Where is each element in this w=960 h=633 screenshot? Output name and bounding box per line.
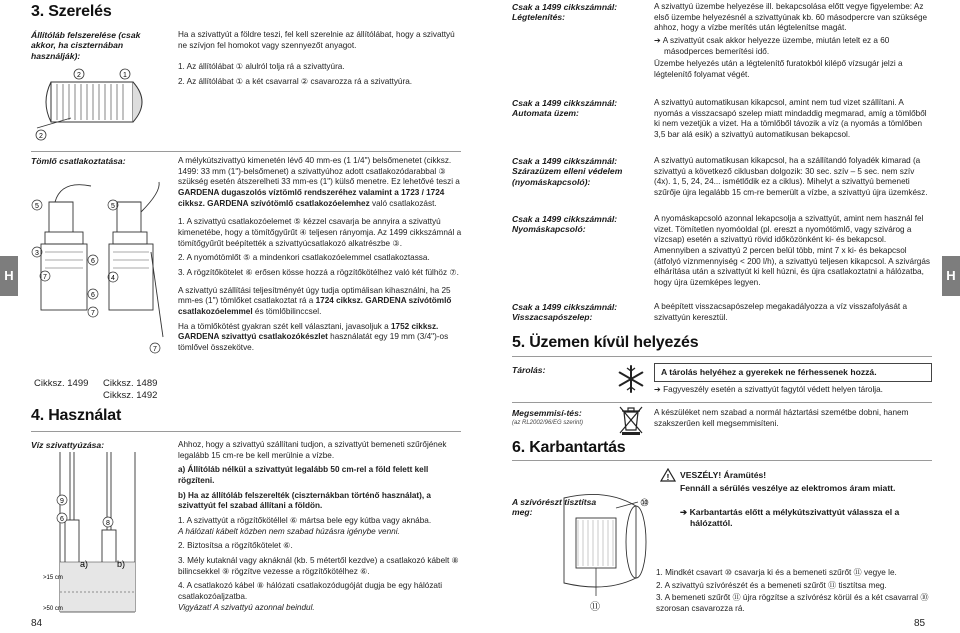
hose-text [178,156,463,358]
clean-steps [656,568,934,615]
fig-50cm: >50 cm [43,606,63,612]
wall-step-1: 1. Az állítólábat ① alulról tolja rá a szivattyúra. [178,62,345,71]
warn-line1: Fennáll a sérülés veszélye az elektromos áram miatt. [680,483,896,493]
store-box: A tárolás helyéhez a gyerekek ne férhessenek hozzá. [654,363,932,382]
pump-step-3: 3. Mély kutaknál vagy aknáknál (kb. 5 métertől kezdve) a csatlakozó kábelt ⑧ bilincsekkel ⑨ rögzítve vezesse a rögzítőkötélhez ⑥. [178,555,459,576]
divider [31,431,461,432]
auto-label: Csak a 1499 cikkszámnál: Automata üzem: [512,98,618,119]
pump-step-2: 2. Biztosítsa a rögzítőkötelet ⑥. [178,541,293,551]
hose-note [178,286,463,318]
pump-step-1 [178,516,463,537]
auto-text: A szivattyú automatikusan kikapcsol, amint nem tud vizet szállítani. A nyomás a visszacsapó szelep miatt mindaddig megmarad, amíg a tömlőből ki nem vezetjük a vizet. Ha a tömlőből távozik a víz (a nyomás a tömlőben 3,5 bar alá esik) a szivattyú automatikusan bekapcsol. [654,98,927,139]
pump-intro: Ahhoz, hogy a szivattyú szállítani tudjon, a szivattyút bemeneti szűrőjének legalább 15 cm-re be kell merülnie a vízbe. [178,440,447,460]
svg-text:2: 2 [77,72,81,79]
mounting-foot-figure [31,62,161,152]
fig-10-label: ⑩ [640,498,649,509]
divider [512,356,932,357]
fig-15cm: >15 cm [43,575,63,581]
hose-note2-p1: Ha a tömlőkötést gyakran szét kell választani, javasoljuk a [178,321,391,331]
press-text: A nyomáskapcsoló azonnal lekapcsolja a szivattyút, amint nem használ fel vizet. Tömítetlen nyomóoldal (pl. ereszt a nyomótömlő, vagy szivárog a vízcsap) esetén a szivattyú rövid időközönként ki- és bekapcsol. Amennyiben a szivattyú 2 percen belül több, mint 7 x ki- és bekapcsol (átfolyó víznmennyiség < 200 l/h), a szivattyú teljesen kikapcsol. A szivárgás elhárítása után a szivattyút ki kell húzni, és újra csatlakoztatni a hálózatba, hogy újra üzemképes legyen. [654,214,931,287]
svg-text:6: 6 [91,258,95,265]
hose-intro [178,156,463,209]
svg-text:5: 5 [111,203,115,210]
arrow-icon: ➔ [680,507,690,517]
pump-label: Víz szivattyúzása: [31,440,105,450]
caption-1499: Cikksz. 1499 [34,378,89,389]
fig-b-label: b) [117,559,126,569]
pump-step-1-text: 1. A szivattyút a rögzítőkötéllel ⑥ mártsa bele egy kútba vagy aknába. [178,515,432,525]
side-tab-left: H [0,256,18,296]
pump-text [178,440,463,617]
hose-step-1: 1. A szivattyú csatlakozóelemet ⑤ kézzel csavarja be annyira a szivattyú kimenetébe, hogy a tömítőgyűrűt ④ teljesen rányomja. Az 1499 cikkszámnál a tömítőgyűrűt beépítették a szivattyúcsatlakozó alkatrészbe ③. [178,217,462,248]
warning-triangle-icon [660,468,676,482]
svg-text:7: 7 [91,310,95,317]
inlet-filter-figure [556,468,656,618]
pumping-figure [40,452,170,622]
section4-title: 4. Használat [31,407,122,424]
svg-text:5: 5 [35,203,39,210]
svg-text:8: 8 [106,520,110,527]
pump-b: b) Ha az állítóláb felszerelték (ciszternákban történő használat), a szivattyút fel szabad állítani a földön. [178,490,431,511]
first-text2: Üzembe helyezés után a légtelenítő furatokból kilépő vízsugár jelzi a légtelenítő folyamat végét. [654,59,903,79]
pump-a: a) Állítóláb nélkül a szivattyút legalább 50 cm-rel a föld felett kell rögzíteni. [178,465,429,485]
side-tab-right: H [942,256,960,296]
back-text: A beépített visszacsapószelep megakadályozza a víz visszafolyását a szivattyún keresztül. [654,302,908,322]
arrow-icon: ➔ [654,35,663,45]
warn-title: VESZÉLY! Áramütés! [680,470,767,480]
first-section [654,2,932,81]
hose-note2-bold: 1752 cikksz. GARDENA szivattyú csatlakozókészlet [178,321,439,342]
back-label: Csak a 1499 cikkszámnál: Visszacsapószelep: [512,302,618,323]
hose-intro-bold: GARDENA dugaszolós víztömlő rendszeréhez valamint a 1723 / 1724 cikksz. GARDENA szívótömlő csatlakozóelemhez [178,187,445,208]
dispose-sub: (az RL2002/96/EG szerint) [512,420,584,426]
fig-11-label: ⑪ [590,602,600,613]
wall-label: Állítóláb felszerelése (csak akkor, ha ciszternában használják): [31,30,141,61]
warn-arrow-text: Karbantartás előtt a mélykútszivattyút válassza el a hálózattól. [689,507,900,529]
section6-title: 6. Karbantartás [512,439,626,456]
snowflake-icon [616,364,646,394]
first-arrow-item [654,36,932,57]
svg-text:4: 4 [111,275,115,282]
store-arrow-text: Fagyveszély esetén a szivattyút fagytól védett helyen tárolja. [663,385,883,394]
hose-note-p1: A szivattyú szállítási teljesítményét úgy tudja optimálisan kihasználni, ha 25 mm-es (1") tömlőket csatlakoztat rá a [178,285,451,306]
clean-step-3: 3. A bemeneti szűrőt ⑪ újra rögzítse a szívórész körül és a két csavarral ⑩ szorosan csavarozza rá. [656,593,929,613]
hose-intro-p2: való csatlakozást. [369,198,437,208]
pump-step-1-italic: A hálózati kábelt közben nem szabad húzásra igénybe venni. [178,526,400,536]
crossed-bin-icon [618,404,644,436]
svg-text:7: 7 [43,274,47,281]
page-number-left: 84 [31,618,43,629]
warn-arrow-item [680,507,928,529]
clean-step-2: 2. A szivattyú szívórészét és a bemeneti szűrőt ⑪ tisztítsa meg. [656,580,887,590]
pump-step-4-italic: Vigyázat! A szivattyú azonnal beindul. [178,602,315,612]
section5-title: 5. Üzemen kívül helyezés [512,334,699,351]
dry-text: A szivattyú automatikusan kikapcsol, ha a szállítandó folyadék kimarad (a szivattyú a következő ciklusban dolgozik: 30 sec. szív – 5 sec. nem szív (4x). 1, 5, 24, 24... ismétlődik ez a ciklus). Mihelyt a szivattyú bemeneti szűrője újra legalább 15 cm-re bemerült a vízbe, a szivattyú újra üzemkész. [654,156,928,197]
wall-step-2: 2. Az állítólábat ① a két csavarral ② csavarozza rá a szivattyúra. [178,76,413,86]
clean-label: A szívórészt tisztítsa meg: [512,497,597,518]
wall-steps [178,62,456,91]
svg-text:7: 7 [153,346,157,353]
page-number-right: 85 [914,618,926,629]
hose-note-p2: és tömlőbilinccsel. [252,306,322,316]
caption-1489: Cikksz. 1489 [103,378,158,389]
hose-step-3: 3. A rögzítőkötelet ⑥ erősen kösse hozzá a rögzítőkötélhez való két fülhöz ⑦. [178,267,459,277]
hose-connection-figure [31,172,171,372]
hose-label: Tömlő csatlakoztatása: [31,156,126,166]
dispose-label: Megsemmisí-tés: [512,408,582,418]
svg-text:6: 6 [60,516,64,523]
first-text: A szivattyú üzembe helyezése ill. bekapcsolása előtt vegye figyelembe: Az első üzembe helyezésnél a szivattyúnak kb. 60 másodpercre van szüksége ahhoz, hogy a vízbe merítés után légtelenítse magát. [654,2,928,33]
divider [512,460,932,461]
wall-intro: Ha a szivattyút a földre teszi, fel kell szerelnie az állítólábat, hogy a szivattyú ne szívjon fel homokot vagy szennyezőt anyagot. [178,30,455,50]
divider [31,151,461,152]
svg-text:1: 1 [123,72,127,79]
svg-text:6: 6 [91,292,95,299]
arrow-icon: ➔ [654,385,664,394]
divider [512,402,932,403]
dispose-text: A készüléket nem szabad a normál háztartási szemétbe dobni, hanem szakszerűen kell megsemmisíteni. [654,408,909,428]
first-label: Csak a 1499 cikkszámnál: Légtelenítés: [512,2,618,23]
svg-text:3: 3 [35,250,39,257]
caption-1492: Cikksz. 1492 [103,390,158,401]
hose-note-bold: 1724 cikksz. GARDENA szívótömlő csatlakozóelemmel [178,296,452,316]
pump-step-4-text: 4. A csatlakozó kábel ⑧ hálózati csatlakozódugóját dugja be egy hálózati csatlakozóaljzatba. [178,581,443,601]
hose-note2-p2: használatát egy 19 mm (3/4")-os tömlővel összekötve. [178,332,449,352]
store-arrow-item [654,385,932,396]
press-label: Csak a 1499 cikkszámnál: Nyomáskapcsoló: [512,214,618,235]
hose-step-2: 2. A nyomótömlőt ⑤ a mindenkori csatlakozóelemmel csatlakoztassa. [178,253,430,263]
svg-text:2: 2 [39,133,43,140]
section3-title: 3. Szerelés [31,3,112,20]
first-arrow-text: A szivattyút csak akkor helyezze üzembe, miután letelt ez a 60 másodperces bemerítési idő. [662,35,890,56]
hose-intro-p1: A mélykútszivattyú kimenetén lévő 40 mm-es (1 1/4") belsőmenetet (cikksz. 1499: 33 mm (1")-belsőmenet) a szivattyúhoz adott csatlakozódarabbal ③ szükség esetén átszerelheti 33 mm-es (1") külső menetre. Ez lehetővé teszi a [178,156,460,187]
store-label: Tárolás: [512,365,546,375]
hose-note-2 [178,322,463,354]
fig-a-label: a) [80,559,89,569]
dry-label: Csak a 1499 cikkszámnál: Szárazüzem elleni védelem (nyomáskapcsoló): [512,156,623,187]
pump-step-4 [178,581,463,613]
svg-text:!: ! [666,473,670,482]
clean-step-1: 1. Mindkét csavart ⑩ csavarja ki és a bemeneti szűrőt ⑪ vegye le. [656,568,897,577]
svg-text:9: 9 [60,498,64,505]
